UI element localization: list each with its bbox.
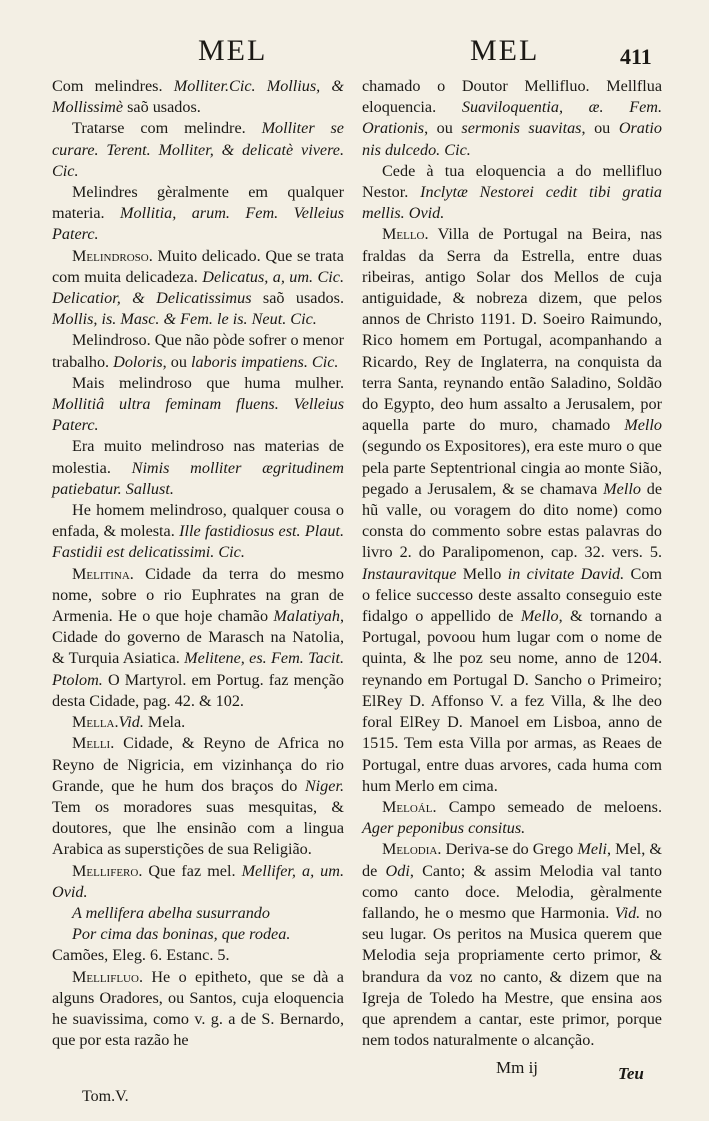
latin-text: Mellifer, a, um. Ovid. bbox=[52, 861, 344, 901]
verse-line bbox=[52, 924, 344, 945]
page-footer bbox=[0, 1058, 709, 1105]
dictionary-entry bbox=[52, 967, 344, 1052]
latin-text: Mollis, is. Masc. & Fem. le is. Neut. Cic. bbox=[52, 310, 317, 329]
right-column bbox=[362, 76, 662, 1051]
entry-text: Tem os moradores suas mesquitas, & doutores, que lhe ensinão com a lingua Arabica as superstições de sua Religião. bbox=[52, 797, 344, 859]
latin-text: Odi bbox=[385, 861, 410, 880]
entry-headword: Meloál. bbox=[382, 797, 437, 816]
dictionary-entry bbox=[362, 161, 662, 225]
latin-text: Vid. bbox=[118, 713, 144, 732]
dictionary-entry bbox=[52, 500, 344, 564]
entry-text: no seu lugar. Os peritos na Musica querem que Melodia seja propriamente certo primor, & brandura da voz no canto, & dizem que na Igreja de Toledo ha Mestre, que ensina aos que aprendem a cantar, este primor, porque nem todos naturalmente o alcanção. bbox=[362, 903, 662, 1050]
latin-text: A mellifera abelha susurrando bbox=[72, 903, 270, 922]
running-header bbox=[0, 34, 709, 74]
entry-text: Com melindres. bbox=[52, 77, 174, 95]
latin-text: Doloris bbox=[113, 352, 163, 371]
entry-text: Que faz mel. bbox=[142, 861, 242, 880]
latin-text: Melitene, es. Fem. Tacit. Ptolom. bbox=[52, 649, 344, 689]
entry-text: , Mel, & de bbox=[362, 840, 662, 880]
volume-mark: Tom.V. bbox=[82, 1088, 129, 1105]
dictionary-entry bbox=[362, 76, 662, 161]
dictionary-entry bbox=[52, 712, 344, 733]
entry-text: Mais melindroso que huma mulher. bbox=[72, 373, 344, 392]
verse-line bbox=[52, 903, 344, 924]
dictionary-entry bbox=[362, 797, 662, 839]
signature-mark: Mm ij bbox=[496, 1058, 539, 1077]
page-number: 411 bbox=[620, 44, 652, 69]
entry-text: He o epitheto, que se dà a alguns Oradores, ou Santos, cuja eloquencia he suavissima, como v. g. a de S. Bernardo, que por esta razão he bbox=[52, 967, 344, 1050]
latin-text: Malatiyah bbox=[273, 607, 340, 626]
latin-text: Ille fastidiosus est. Plaut. Fastidii est delicatissimi. Cic. bbox=[52, 522, 344, 562]
latin-text: Inclytæ Nestorei cedit tibi gratia mellis. Ovid. bbox=[362, 183, 662, 223]
dictionary-entry bbox=[52, 564, 344, 712]
entry-text: Villa de Portugal na Beira, nas fraldas da Serra da Estrella, entre duas ribeiras, antigo Solar dos Mellos de cuja antiguidade, & nobreza dizem, que pelos annos de Christo 1191. D. Soeiro Raimundo, Rico homem em Portugal, acompanhando a Ricardo, Rey de Inglaterra, na conquista da terra Santa, reynando então Saladino, Soldão do Egypto, deo hum assalto a Jerusalem, por aquella parte do muro, chamado bbox=[362, 225, 662, 435]
dictionary-entry bbox=[52, 330, 344, 372]
entry-text: chamado o Doutor Mellifluo. Mellflua eloquencia. bbox=[362, 77, 662, 117]
latin-text: Ager peponibus consitus. bbox=[362, 819, 526, 838]
latin-text: laboris impatiens. Cic. bbox=[190, 352, 339, 371]
latin-text: Niger. bbox=[304, 776, 344, 795]
entry-headword: Mella. bbox=[72, 713, 119, 732]
entry-headword: Melitina. bbox=[72, 564, 134, 583]
catchword: Teu bbox=[618, 1064, 644, 1083]
entry-text: Cidade, & Reyno de Africa no Reyno de Nigricia, em vizinhança do rio Grande, que he hum dos braços do bbox=[52, 734, 344, 795]
headword-left: MEL bbox=[198, 34, 268, 67]
entry-text: He homem melindroso, qualquer cousa o enfada, & molesta. bbox=[52, 501, 344, 541]
entry-headword: Melodia. bbox=[382, 840, 442, 859]
dictionary-entry bbox=[52, 945, 344, 966]
dictionary-entry bbox=[362, 839, 662, 1051]
entry-text: O Martyrol. em Portug. faz menção desta Cidade, pag. 42. & 102. bbox=[52, 670, 344, 710]
latin-text: Suaviloquentia, æ. Fem. Orationis bbox=[362, 98, 663, 138]
entry-text: Camões, Eleg. 6. Estanc. 5. bbox=[52, 946, 230, 965]
latin-text: Instauravitque bbox=[362, 564, 457, 583]
dictionary-entry bbox=[52, 182, 344, 246]
entry-text: Com o felice successo deste assalto conseguio este fidalgo o appellido de bbox=[362, 564, 663, 626]
dictionary-entry bbox=[52, 76, 344, 118]
dictionary-entry bbox=[52, 861, 344, 903]
entry-text: Cede à tua eloquencia a do mellifluo Nestor. bbox=[362, 161, 662, 202]
latin-text: Mello bbox=[520, 607, 559, 626]
headword-right: MEL bbox=[470, 34, 540, 67]
entry-text: , & tornando a Portugal, povoou hum lugar com o nome de quinta, & lhe poz seu nome, anno de 1204. reynando em Portugal D. Sancho o Primeiro; ElRey D. Affonso V. a fez Villa, & lhe deo foral ElRey D. Manoel em Lisboa, anno de 1515. Tem esta Villa por armas, as Reaes de Portugal, entre duas arvores, cada huma com hum Merlo em cima. bbox=[362, 607, 662, 795]
latin-text: Mello bbox=[603, 479, 641, 498]
latin-text: in civitate David. bbox=[507, 564, 625, 583]
entry-headword: Mellifluo. bbox=[72, 967, 143, 986]
entry-headword: Mello. bbox=[382, 225, 429, 244]
entry-text: Deriva-se do Grego bbox=[441, 840, 578, 859]
dictionary-entry bbox=[52, 118, 344, 182]
dictionary-entry bbox=[52, 436, 344, 500]
latin-text: Oratio nis dulcedo. Cic. bbox=[362, 119, 662, 159]
entry-headword: Melli. bbox=[72, 734, 115, 753]
entry-text: Campo semeado de meloens. bbox=[436, 797, 662, 816]
entry-text: Melindres gèralmente em qualquer materia. bbox=[52, 183, 344, 223]
latin-text: Mollitia, arum. Fem. Velleius Paterc. bbox=[52, 204, 345, 244]
latin-text: Nimis molliter ægritudinem patiebatur. Sallust. bbox=[52, 458, 344, 498]
dictionary-entry bbox=[362, 224, 662, 796]
entry-text: , ou bbox=[424, 119, 462, 138]
entry-text: (segundo os Expositores), era este muro o que pela parte Septentrional cingia ao monte Sião, pegado a Jerusalem, & se chamava bbox=[362, 437, 662, 498]
entry-text: Era muito melindroso nas materias de molestia. bbox=[52, 437, 344, 477]
latin-text: Molliter se curare. Terent. Molliter, & delicatè vivere. Cic. bbox=[52, 119, 344, 180]
entry-text: Cidade da terra do mesmo nome, sobre o rio Euphrates na gran de Armenia. He o que hoje chamão bbox=[52, 564, 344, 626]
entry-text: saõ usados. bbox=[123, 98, 201, 117]
latin-text: Mollitiâ ultra feminam fluens. Velleius Paterc. bbox=[52, 395, 344, 435]
entry-text: de hũ valle, ou voragem do dito nome) como consta do commento sobre estas palavras do livro 2. do Paralipomenon, cap. 32. vers. 5. bbox=[362, 479, 663, 562]
entry-text: , ou bbox=[162, 352, 191, 371]
dictionary-entry bbox=[52, 373, 344, 437]
entry-headword: Mellifero. bbox=[72, 861, 143, 880]
dictionary-entry bbox=[52, 246, 344, 331]
entry-text: , Canto; & assim Melodia val tanto como canto doce. Melodia, gèralmente fallando, he o mesmo que Harmonia. bbox=[362, 861, 663, 922]
entry-text: saõ usados. bbox=[251, 289, 344, 308]
latin-text: sermonis suavitas bbox=[461, 119, 582, 138]
entry-text: , ou bbox=[581, 119, 619, 138]
latin-text: Mello bbox=[624, 416, 662, 435]
dictionary-entry bbox=[52, 733, 344, 860]
latin-text: Por cima das boninas, que rodea. bbox=[72, 925, 291, 944]
entry-text: , Cidade do governo de Marasch na Natolia, & Turquia Asiatica. bbox=[52, 607, 344, 668]
entry-headword: Melindroso. bbox=[72, 246, 153, 265]
entry-text: Tratarse com melindre. bbox=[72, 119, 262, 138]
latin-text: Molliter.Cic. Mollius, & Mollissimè bbox=[52, 77, 344, 117]
entry-text: Mela. bbox=[143, 713, 186, 732]
left-column bbox=[52, 76, 344, 1051]
entry-text: Muito delicado. Que se trata com muita delicadeza. bbox=[52, 246, 344, 286]
latin-text: Vid. bbox=[614, 903, 641, 922]
latin-text: Meli bbox=[577, 840, 608, 859]
entry-text: Melindroso. Que não pòde sofrer o menor trabalho. bbox=[52, 331, 344, 371]
entry-text: Mello bbox=[456, 564, 508, 583]
latin-text: Delicatus, a, um. Cic. Delicatior, & Delicatissimus bbox=[52, 267, 344, 308]
